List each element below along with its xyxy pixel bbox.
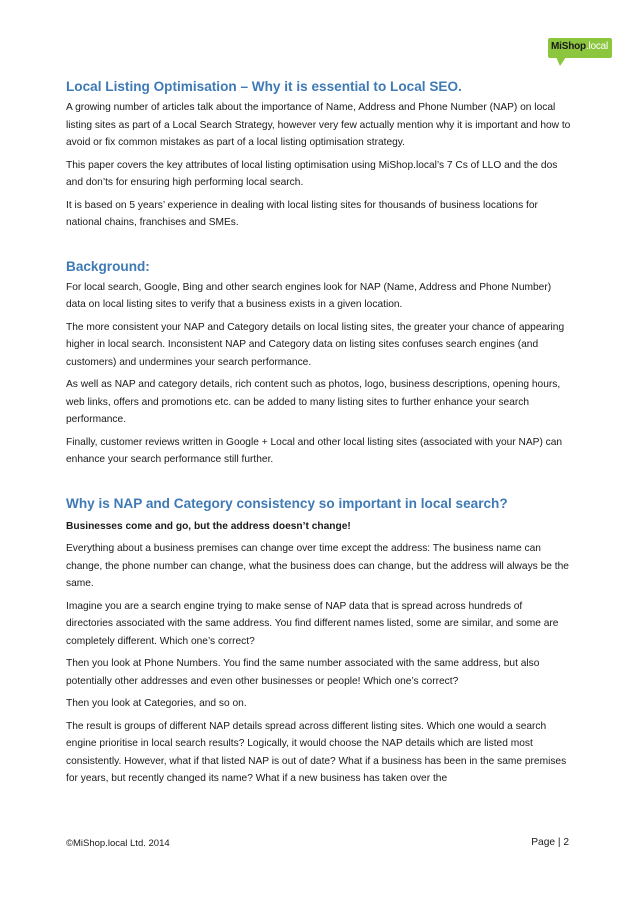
- footer-page-number: Page | 2: [531, 837, 569, 848]
- background-paragraph: As well as NAP and category details, rich content such as photos, logo, business descriptions, opening hours, web links, offers and promotions etc. can be added to many listing sites to further enhance your search performance.: [66, 379, 561, 425]
- background-heading: Background:: [66, 258, 150, 274]
- background-paragraph: Finally, customer reviews written in Google + Local and other local listing sites (associated with your NAP) can enhance your search performance still further.: [66, 436, 563, 465]
- logo-brand-2: Shop: [561, 41, 586, 52]
- intro-paragraph: A growing number of articles talk about the importance of Name, Address and Phone Number (NAP) on local listing sites as part of a Local Search Strategy, however very few actually mention why it is important and how to avoid or fix common mistakes as part of a local listing optimisation strategy.: [66, 102, 571, 148]
- logo-bubble-tail: [556, 57, 566, 66]
- footer-copyright: ©MiShop.local Ltd. 2014: [66, 838, 170, 849]
- mishop-logo: [548, 38, 612, 68]
- background-paragraph: For local search, Google, Bing and other search engines look for NAP (Name, Address and Phone Number) data on local listing sites to verify that a business exists in a given location.: [66, 281, 552, 310]
- why-paragraph: Imagine you are a search engine trying to make sense of NAP data that is spread across hundreds of directories associated with the same address. You find different names listed, some are similar, and some are completely different. Which one’s correct?: [66, 600, 559, 647]
- intro-paragraph: This paper covers the key attributes of local listing optimisation using MiShop.local’s 7 Cs of LLO and the dos and don’ts for ensuring high performing local search.: [66, 159, 558, 188]
- why-paragraph: Then you look at Phone Numbers. You find the same number associated with the same address, but also potentially other addresses and even other businesses or people! Which one’s correct?: [66, 658, 540, 687]
- page-title: Local Listing Optimisation – Why it is essential to Local SEO.: [66, 79, 462, 94]
- why-paragraph: Everything about a business premises can change over time except the address: The business name can change, the phone number can change, what the business does can change, but the address will always be the same.: [66, 543, 569, 589]
- intro-paragraph: It is based on 5 years’ experience in dealing with local listing sites for thousands of business locations for national chains, franchises and SMEs.: [66, 199, 538, 228]
- why-subheading: Businesses come and go, but the address doesn’t change!: [66, 520, 351, 532]
- why-paragraph: The result is groups of different NAP details spread across different listing sites. Which one would a search engine prioritise in local search results? Logically, it would choose the NAP details which are listed most consistently. However, what if that listed NAP is out of date? What if a business has been in the same premises for years, but recently changed its name? What if a new business has taken over the: [66, 720, 567, 784]
- logo-suffix: .local: [585, 41, 609, 52]
- background-paragraph: The more consistent your NAP and Category details on local listing sites, the greater your chance of appearing higher in local search. Inconsistent NAP and Category data on listing sites confuses search engines (and customers) and undermines your search performance.: [66, 321, 565, 368]
- why-heading: Why is NAP and Category consistency so important in local search?: [66, 495, 508, 511]
- logo-text: [551, 41, 608, 52]
- why-paragraph: Then you look at Categories, and so on.: [66, 698, 247, 709]
- logo-brand: Mi: [551, 41, 562, 52]
- document-body: [66, 77, 571, 793]
